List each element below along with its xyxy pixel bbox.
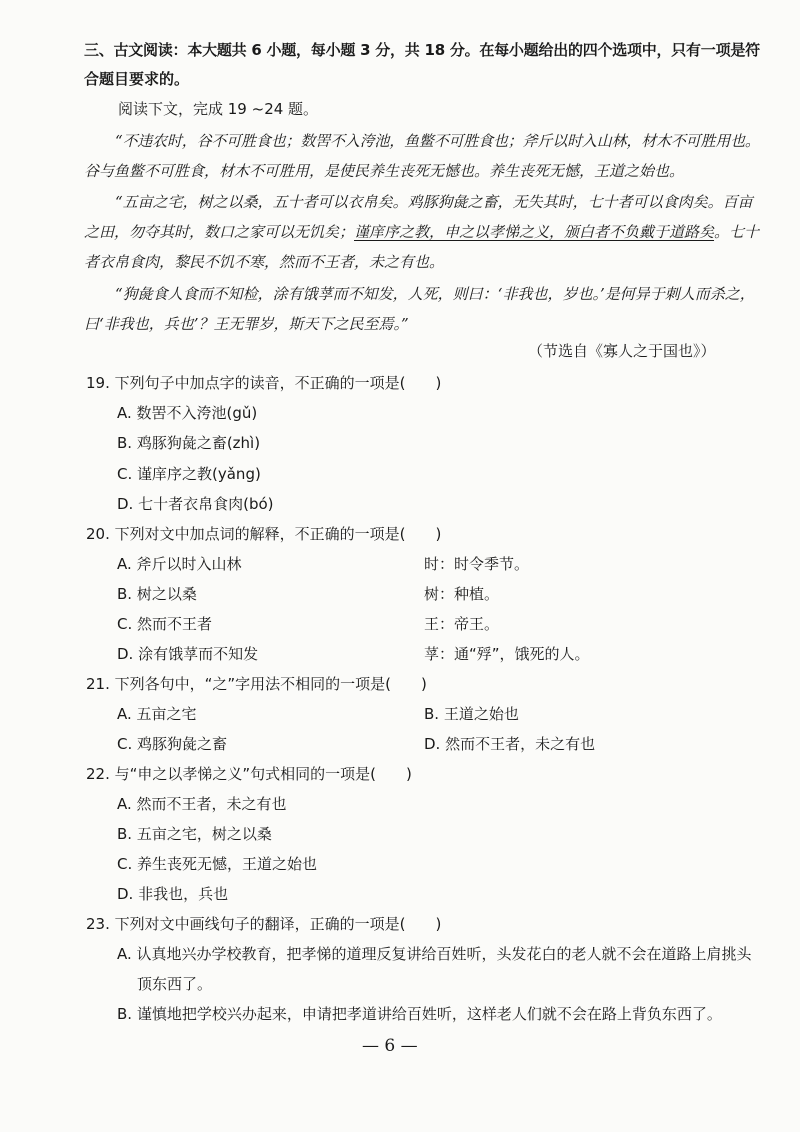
q21-option-c: C. 鸡豚狗彘之畜	[117, 735, 228, 753]
q23-option-a-line2: 顶东西了。	[137, 975, 213, 993]
q21-option-b: B. 王道之始也	[424, 705, 519, 723]
q19-option-d: D. 七十者衣帛食肉(bó)	[117, 495, 274, 513]
q22-option-b: B. 五亩之宅，树之以桑	[117, 825, 272, 843]
passage-p2-line2	[84, 222, 759, 242]
passage-p2-line3: 者衣帛食肉，黎民不饥不寒，然而不王者，未之有也。	[84, 253, 445, 271]
q20-option-c: C. 然而不王者	[117, 615, 213, 633]
q20-option-a-explanation: 时：时令季节。	[424, 555, 530, 573]
q22-option-d: D. 非我也，兵也	[117, 885, 229, 903]
q19-option-b: B. 鸡豚狗彘之畜(zhì)	[117, 434, 261, 452]
section-header-cont: 合题目要求的。	[84, 70, 190, 88]
q23-option-a-line1: A. 认真地兴办学校教育，把孝悌的道理反复讲给百姓听，头发花白的老人就不会在道路上肩挑头	[117, 945, 752, 963]
passage-p1-line1: “不违农时，谷不可胜食也；数罟不入洿池，鱼鳖不可胜食也；斧斤以时入山林，材木不可胜用也。	[115, 132, 760, 150]
passage-p3-line1: “狗彘食人食而不知检，涂有饿莩而不知发，人死，则曰：‘非我也，岁也。’是何异于刺人而杀之，	[115, 285, 755, 303]
q22-stem: 22. 与“申之以孝悌之义”句式相同的一项是( )	[86, 765, 412, 783]
passage-source: （节选自《寡人之于国也》）	[528, 342, 716, 360]
q23-option-b: B. 谨慎地把学校兴办起来，申请把孝道讲给百姓听，这样老人们就不会在路上背负东西了。	[117, 1005, 722, 1023]
q21-stem: 21. 下列各句中，“之”字用法不相同的一项是( )	[86, 675, 427, 693]
passage-p2-line1: “五亩之宅，树之以桑，五十者可以衣帛矣。鸡豚狗彘之畜，无失其时，七十者可以食肉矣。百亩	[115, 193, 753, 211]
passage-text: 。七十	[714, 223, 760, 241]
reading-instruction: 阅读下文，完成 19 ~24 题。	[118, 100, 319, 118]
passage-p1-line2: 谷与鱼鳖不可胜食，材木不可胜用，是使民养生丧死无憾也。养生丧死无憾，王道之始也。	[84, 162, 685, 180]
q23-stem: 23. 下列对文中画线句子的翻译，正确的一项是( )	[86, 915, 442, 933]
q19-stem: 19. 下列句子中加点字的读音，不正确的一项是( )	[86, 374, 442, 392]
q20-option-d: D. 涂有饿莩而不知发	[117, 645, 259, 663]
section-header: 三、古文阅读：本大题共 6 小题，每小题 3 分，共 18 分。在每小题给出的四个选项中，只有一项是符	[84, 41, 760, 59]
passage-text: 之田，勿夺其时，数口之家可以无饥矣；	[84, 223, 355, 241]
underlined-sentence: 谨庠序之教，申之以孝悌之义，颁白者不负戴于道路矣	[354, 223, 715, 241]
q19-option-a: A. 数罟不入洿池(gǔ)	[117, 404, 258, 422]
q20-option-b: B. 树之以桑	[117, 585, 197, 603]
page-number: — 6 —	[362, 1036, 418, 1056]
q20-option-d-explanation: 莩：通“殍”，饿死的人。	[424, 645, 590, 663]
q20-option-a: A. 斧斤以时入山林	[117, 555, 242, 573]
q22-option-a: A. 然而不王者，未之有也	[117, 795, 287, 813]
passage-p3-line2: 曰‘非我也，兵也’？王无罪岁，斯天下之民至焉。”	[84, 315, 409, 333]
q21-option-d: D. 然而不王者，未之有也	[424, 735, 596, 753]
q20-stem: 20. 下列对文中加点词的解释，不正确的一项是( )	[86, 525, 442, 543]
q20-option-c-explanation: 王：帝王。	[424, 615, 500, 633]
q19-option-c: C. 谨庠序之教(yǎng)	[117, 465, 261, 483]
q21-option-a: A. 五亩之宅	[117, 705, 197, 723]
q20-option-b-explanation: 树：种植。	[424, 585, 500, 603]
q22-option-c: C. 养生丧死无憾，王道之始也	[117, 855, 318, 873]
